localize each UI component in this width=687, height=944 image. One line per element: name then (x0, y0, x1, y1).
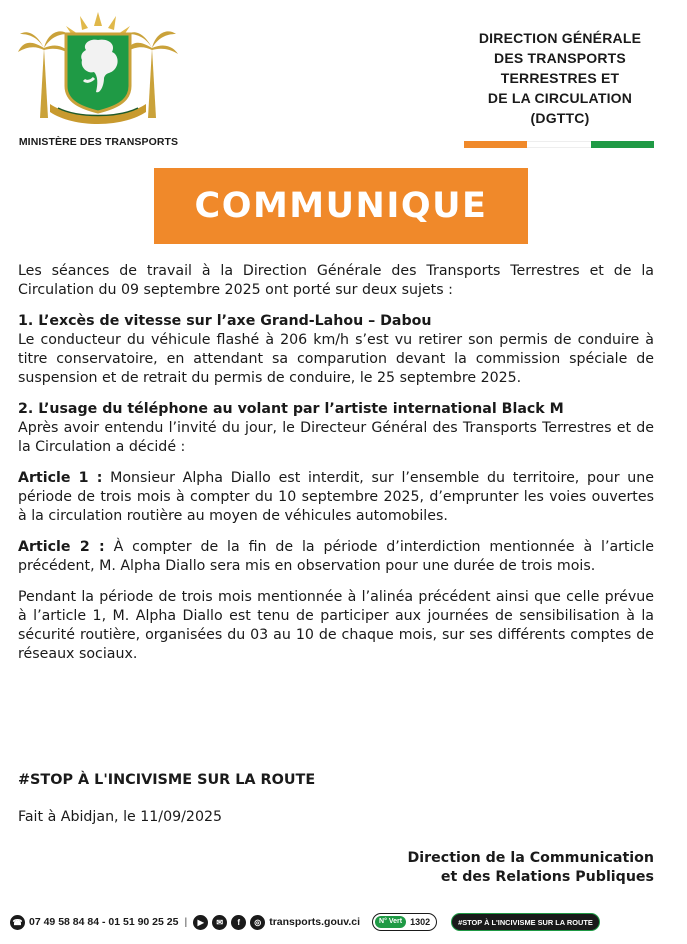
communique-banner (154, 168, 528, 244)
phone-numbers: 07 49 58 84 84 - 01 51 90 25 25 (29, 916, 179, 928)
dgttc-heading (440, 28, 680, 128)
globe-icon: ◎ (250, 915, 265, 930)
phone-icon: ☎ (10, 915, 25, 930)
section2-title: 2. L’usage du téléphone au volant par l’artiste international Black M (18, 401, 564, 417)
footer-contacts: ☎ 07 49 58 84 84 - 01 51 90 25 25 | ▶ ✉ f ◎ transports.gouv.ci N° Vert 1302 #STOP À L'INCIVISME SUR LA ROUTE (10, 910, 680, 934)
campaign-badge: #STOP À L'INCIVISME SUR LA ROUTE (451, 913, 600, 931)
messenger-icon[interactable]: ✉ (212, 915, 227, 930)
signature-line: Direction de la Communication (407, 850, 654, 866)
ministry-name: MINISTÈRE DES TRANSPORTS (18, 136, 179, 148)
dgttc-line: DES TRANSPORTS (494, 50, 626, 66)
closing-paragraph: Pendant la période de trois mois mentionnée à l’alinéa précédent ainsi que celle prévue à l’article 1, M. Alpha Diallo est tenu de participer aux journées de sensibilisation à la sécurité routière, organisées du 03 au 10 de chaque mois, sur ses différents comptes de réseaux sociaux. (18, 589, 654, 662)
intro-paragraph: Les séances de travail à la Direction Générale des Transports Terrestres et de la Circulation du 09 septembre 2025 ont porté sur deux sujets : (18, 263, 654, 298)
article1-label: Article 1 : (18, 470, 103, 486)
article1-paragraph (18, 469, 654, 526)
article2-paragraph (18, 538, 654, 576)
national-flag-stripe (464, 141, 654, 148)
website-link[interactable]: transports.gouv.ci (269, 916, 361, 928)
dgttc-line: (DGTTC) (530, 110, 590, 126)
place-date: Fait à Abidjan, le 11/09/2025 (18, 809, 223, 825)
section2-text: Après avoir entendu l’invité du jour, le Directeur Général des Transports Terrestres et de la Circulation a décidé : (18, 420, 654, 455)
toll-free-label: N° Vert (375, 916, 406, 928)
article2-label: Article 2 : (18, 539, 105, 555)
dgttc-line: DIRECTION GÉNÉRALE (478, 30, 642, 46)
hashtag-slogan: #STOP À L'INCIVISME SUR LA ROUTE (18, 772, 316, 788)
dgttc-line: TERRESTRES ET (500, 70, 620, 86)
article2-text: À compter de la fin de la période d’interdiction mentionnée à l’article précédent, M. Alpha Diallo sera mis en observation pour une durée de trois mois. (18, 539, 654, 574)
section1-text: Le conducteur du véhicule flashé à 206 km/h s’est vu retirer son permis de conduire à titre conservatoire, en attendant sa comparution devant la commission spéciale de suspension et de retrait du permis de conduire, le 25 septembre 2025. (18, 332, 654, 386)
signature-block (360, 849, 654, 887)
section1-title: 1. L’excès de vitesse sur l’axe Grand-Lahou – Dabou (18, 313, 432, 329)
article1-text: Monsieur Alpha Diallo est interdit, sur l’ensemble du territoire, pour une période de trois mois à compter du 10 septembre 2025, d’emprunter les voies ouvertes à la circulation routière au moyen de véhicules automobiles. (18, 470, 654, 524)
coat-of-arms-emblem (18, 8, 178, 128)
hotline-badge (372, 913, 437, 931)
video-icon[interactable]: ▶ (193, 915, 208, 930)
facebook-icon[interactable]: f (231, 915, 246, 930)
communique-body (18, 262, 654, 664)
signature-line: et des Relations Publiques (440, 869, 654, 885)
dgttc-line: DE LA CIRCULATION (487, 90, 633, 106)
banner-title: COMMUNIQUE (194, 186, 488, 226)
hotline-number: 1302 (410, 917, 431, 927)
